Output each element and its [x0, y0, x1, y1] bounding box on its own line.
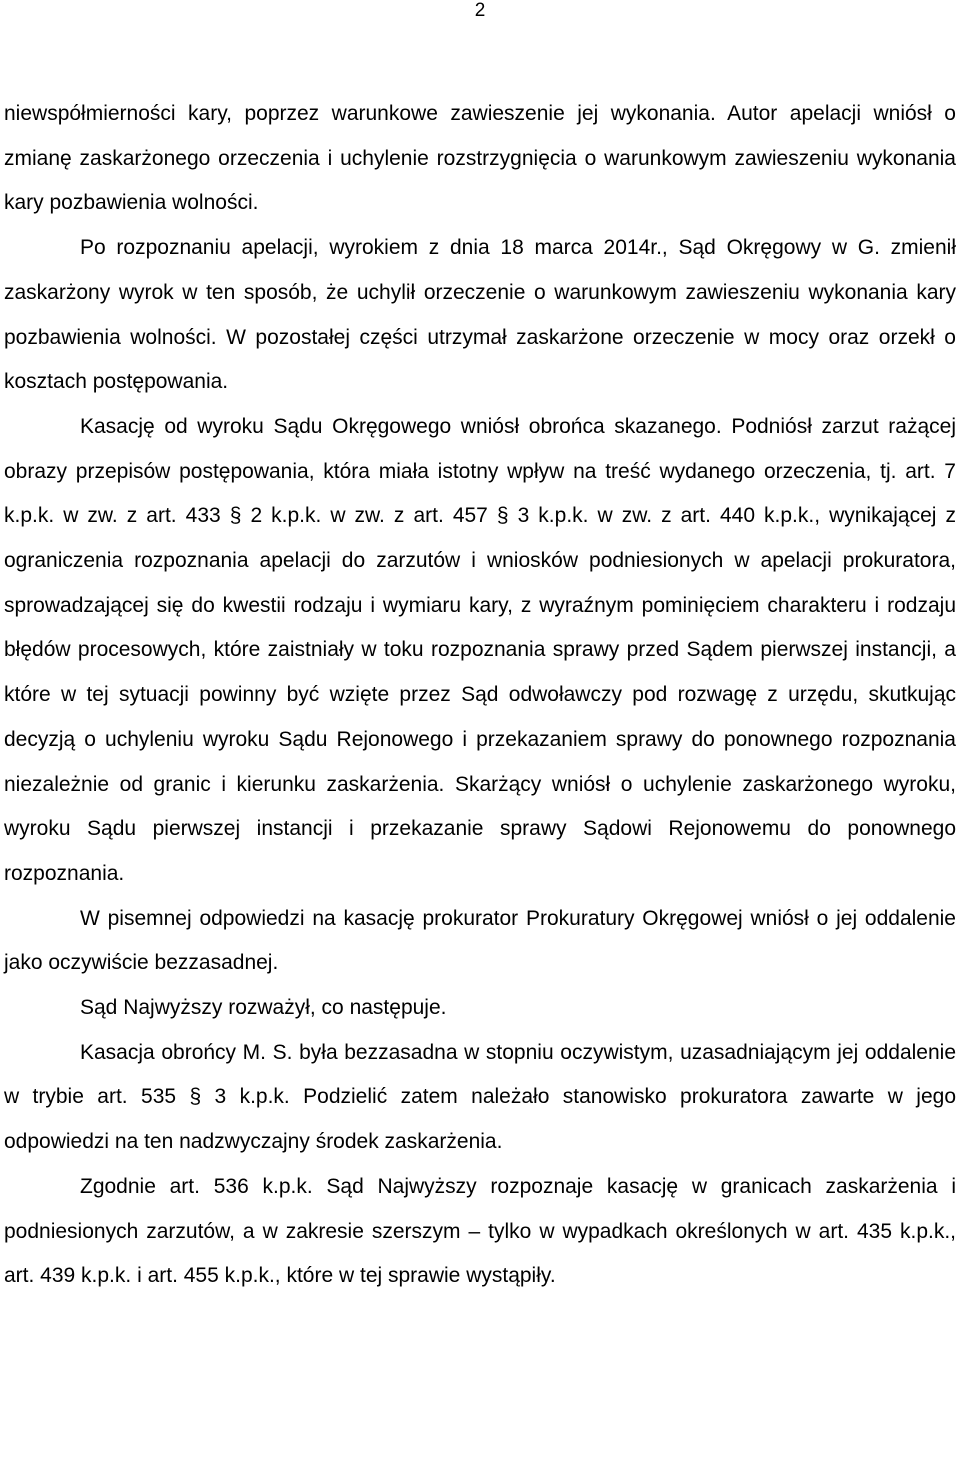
paragraph: Kasację od wyroku Sądu Okręgowego wniósł obrońca skazanego. Podniósł zarzut rażącej obrazy przepisów postępowania, która miała istotny wpływ na treść wydanego orzeczenia, tj. art. 7 k.p.k. w zw. z art. 433 § 2 k.p.k. w zw. z art. 457 § 3 k.p.k. w zw. z art. 440 k.p.k., wynikającej z ograniczenia rozpoznania apelacji do zarzutów i wniosków podniesionych w apelacji prokuratora, sprowadzającej się do kwestii rodzaju i wymiaru kary, z wyraźnym pominięciem charakteru i rodzaju błędów procesowych, które zaistniały w toku rozpoznania sprawy przed Sądem pierwszej instancji, a które w tej sytuacji powinny być wzięte przez Sąd odwoławczy pod rozwagę z urzędu, skutkując decyzją o uchyleniu wyroku Sądu Rejonowego i przekazaniem sprawy do ponownego rozpoznania niezależnie od granic i kierunku zaskarżenia. Skarżący wniósł o uchylenie zaskarżonego wyroku, wyroku Sądu pierwszej instancji i przekazanie sprawy Sądowi Rejonowemu do ponownego rozpoznania. [4, 414, 956, 885]
document-body [4, 92, 956, 1299]
paragraph: Po rozpoznaniu apelacji, wyrokiem z dnia 18 marca 2014r., Sąd Okręgowy w G. zmienił zaskarżony wyrok w ten sposób, że uchylił orzeczenie o warunkowym zawieszeniu wykonania kary pozbawienia wolności. W pozostałej części utrzymał zaskarżone orzeczenie w mocy oraz orzekł o kosztach postępowania. [4, 236, 956, 394]
paragraph: Sąd Najwyższy rozważył, co następuje. [80, 996, 447, 1020]
paragraph: niewspółmierności kary, poprzez warunkowe zawieszenie jej wykonania. Autor apelacji wniósł o zmianę zaskarżonego orzeczenia i uchylenie rozstrzygnięcia o warunkowym zawieszeniu wykonania kary pozbawienia wolności. [4, 102, 956, 215]
paragraph: W pisemnej odpowiedzi na kasację prokurator Prokuratury Okręgowej wniósł o jej oddalenie jako oczywiście bezzasadnej. [4, 906, 956, 975]
paragraph: Zgodnie art. 536 k.p.k. Sąd Najwyższy rozpoznaje kasację w granicach zaskarżenia i podniesionych zarzutów, a w zakresie szerszym – tylko w wypadkach określonych w art. 435 k.p.k., art. 439 k.p.k. i art. 455 k.p.k., które w tej sprawie wystąpiły. [4, 1174, 956, 1288]
paragraph: Kasacja obrońcy M. S. była bezzasadna w stopniu oczywistym, uzasadniającym jej oddalenie w trybie art. 535 § 3 k.p.k. Podzielić zatem należało stanowisko prokuratora zawarte w jego odpowiedzi na ten nadzwyczajny środek zaskarżenia. [4, 1040, 956, 1154]
page-number: 2 [474, 0, 486, 21]
